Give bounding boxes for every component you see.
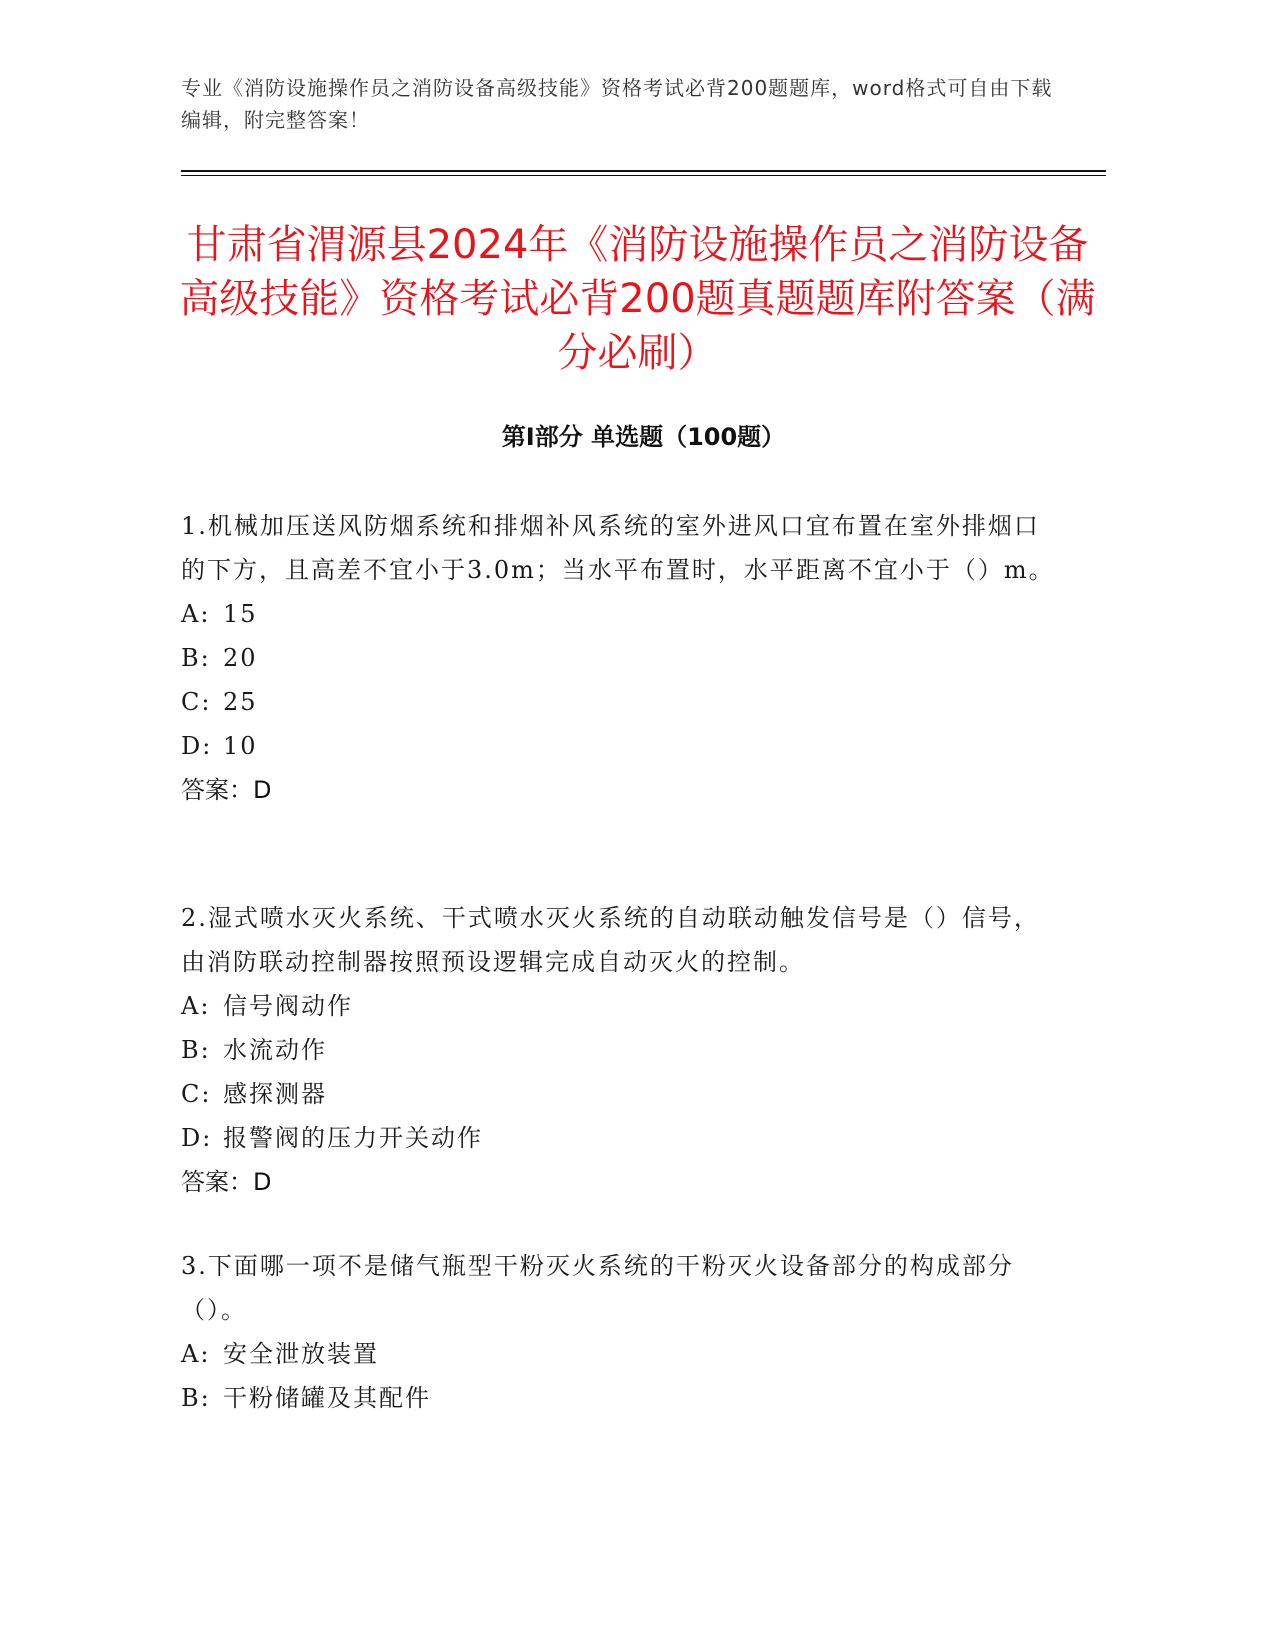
option-key: D: bbox=[181, 1124, 213, 1152]
option-key: D: bbox=[181, 732, 213, 760]
question-2 bbox=[181, 896, 1061, 1204]
option-text: 干粉储罐及其配件 bbox=[223, 1384, 431, 1412]
option-key: B: bbox=[181, 1036, 211, 1064]
answer: 答案：D bbox=[181, 776, 272, 804]
answer: 答案：D bbox=[181, 1168, 272, 1196]
option-key: C: bbox=[181, 688, 212, 716]
option-b bbox=[181, 1376, 1061, 1420]
option-text: 25 bbox=[223, 688, 258, 716]
option-key: A: bbox=[181, 992, 211, 1020]
option-key: A: bbox=[181, 600, 211, 628]
option-c bbox=[181, 1072, 1061, 1116]
option-key: A: bbox=[181, 1340, 211, 1368]
header-rule-thin bbox=[181, 175, 1106, 176]
option-text: 信号阀动作 bbox=[223, 992, 353, 1020]
option-text: 10 bbox=[223, 732, 258, 760]
option-key: B: bbox=[181, 644, 211, 672]
option-text: 报警阀的压力开关动作 bbox=[223, 1124, 483, 1152]
option-text: 感探测器 bbox=[223, 1080, 327, 1108]
option-a bbox=[181, 984, 1061, 1028]
option-a bbox=[181, 1332, 1061, 1376]
option-d bbox=[181, 724, 1061, 768]
question-text: 3.下面哪一项不是储气瓶型干粉灭火系统的干粉灭火设备部分的构成部分（）。 bbox=[181, 1252, 1014, 1324]
option-text: 水流动作 bbox=[223, 1036, 327, 1064]
section-heading: 第Ⅰ部分 单选题（100题） bbox=[501, 423, 786, 451]
option-key: B: bbox=[181, 1384, 211, 1412]
option-text: 15 bbox=[223, 600, 258, 628]
document-title: 甘肃省渭源县2024年《消防设施操作员之消防设备高级技能》资格考试必背200题真题题库附答案（满分必刷） bbox=[179, 222, 1096, 376]
option-b bbox=[181, 636, 1061, 680]
option-text: 20 bbox=[223, 644, 258, 672]
option-a bbox=[181, 592, 1061, 636]
option-d bbox=[181, 1116, 1061, 1160]
option-c bbox=[181, 680, 1061, 724]
question-3 bbox=[181, 1244, 1061, 1420]
option-text: 安全泄放装置 bbox=[223, 1340, 379, 1368]
question-text: 2.湿式喷水灭火系统、干式喷水灭火系统的自动联动触发信号是（）信号，由消防联动控制器按照预设逻辑完成自动灭火的控制。 bbox=[181, 904, 1040, 976]
header-rule-thick bbox=[181, 170, 1106, 172]
option-key: C: bbox=[181, 1080, 212, 1108]
header-note: 专业《消防设施操作员之消防设备高级技能》资格考试必背200题题库，word格式可自由下载编辑，附完整答案！ bbox=[181, 76, 1053, 132]
option-b bbox=[181, 1028, 1061, 1072]
question-1 bbox=[181, 504, 1061, 812]
question-text: 1.机械加压送风防烟系统和排烟补风系统的室外进风口宜布置在室外排烟口的下方，且高差不宜小于3.0m；当水平布置时，水平距离不宜小于（）m。 bbox=[181, 512, 1055, 584]
